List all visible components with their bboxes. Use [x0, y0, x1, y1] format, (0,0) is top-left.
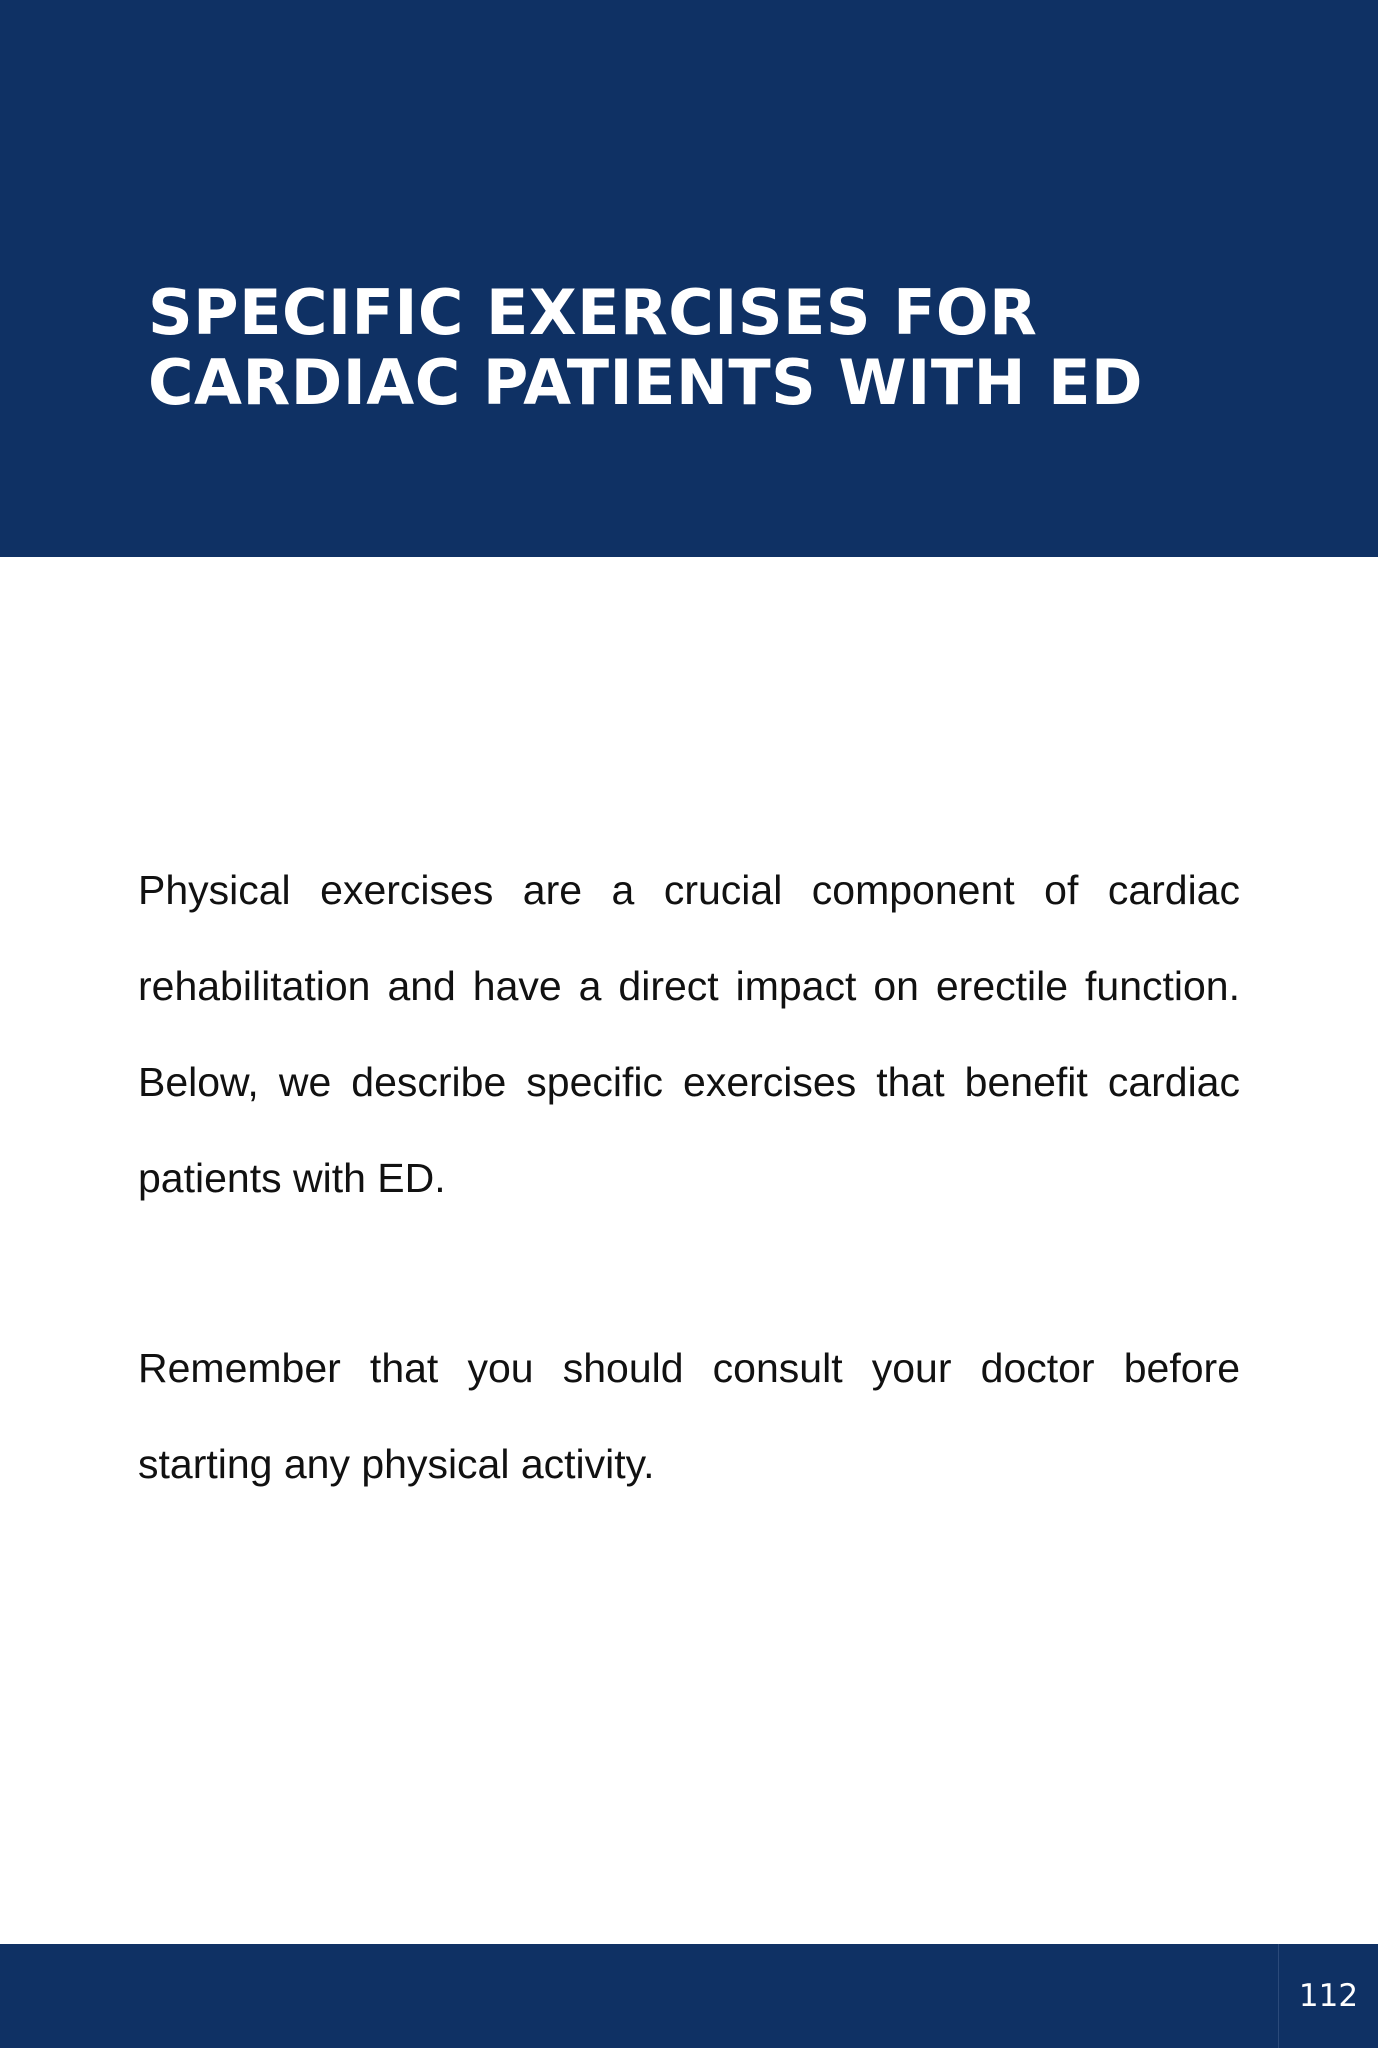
body-paragraph-intro: Physical exercises are a crucial component of cardiac rehabilitation and have a direct impact on erectile function. Below, we describe specific exercises that benefit cardiac patients with ED.: [138, 867, 1240, 1201]
page-number-box: [1278, 1944, 1378, 2048]
body-paragraph-consult-doctor: Remember that you should consult your doctor before starting any physical activity.: [138, 1345, 1240, 1487]
header-band: [0, 0, 1378, 557]
page-title: SPECIFIC EXERCISES FOR CARDIAC PATIENTS WITH ED: [148, 276, 1143, 419]
footer-band: [0, 1944, 1378, 2048]
page-number: 112: [1298, 1978, 1359, 2014]
